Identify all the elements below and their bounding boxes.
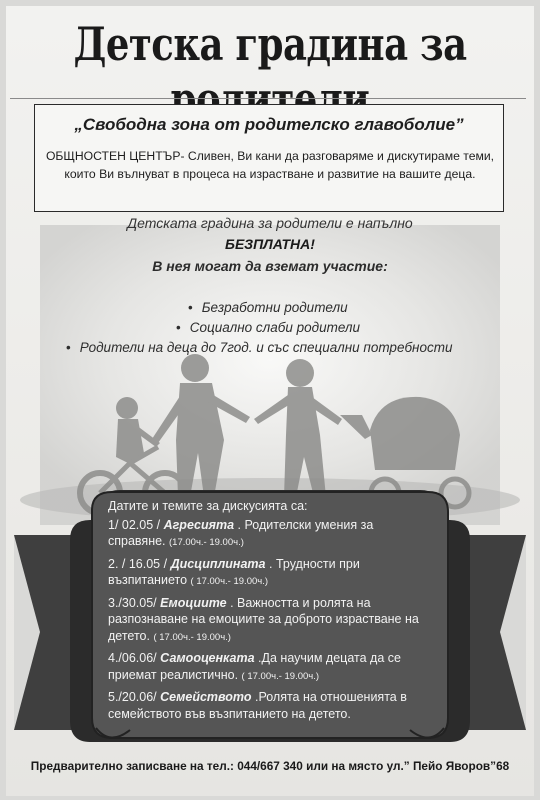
slogan: „Свободна зона от родителско главоболие” bbox=[74, 115, 464, 134]
session-description: .Ролята на отношенията в семейството във възпитанието на детето. bbox=[108, 690, 407, 721]
session-date: 4./06.06/ bbox=[108, 651, 157, 665]
schedule-heading: Датите и темите за дискусията са: bbox=[108, 499, 308, 513]
session-description: . Трудности при възпитанието bbox=[108, 556, 360, 587]
registration-footer: Предварително записване на тел.: 044/667 340 или на място ул.” Пейо Яворов”68 bbox=[30, 759, 510, 773]
session-topic: Агресията bbox=[163, 517, 235, 532]
mother-head bbox=[286, 359, 314, 387]
session-date: 5./20.06/ bbox=[108, 690, 157, 704]
schedule-item bbox=[108, 556, 428, 591]
participation-heading: В нея могат да вземат участие: bbox=[152, 258, 388, 274]
session-date: 3./30.05/ bbox=[108, 595, 157, 610]
session-time: ( 17.00ч.- 19.00ч.) bbox=[153, 631, 231, 643]
invitation-text: ОБЩНОСТЕН ЦЕНТЪР- Сливен, Ви кани да разговаряме и дискутираме теми, които Ви вълнуват в процеса на израстване и развитие на вашите деца. bbox=[45, 149, 495, 181]
schedule-item bbox=[108, 650, 428, 685]
session-time: ( 17.00ч.- 19.00ч.) bbox=[190, 576, 269, 587]
stroller-body bbox=[370, 397, 460, 470]
divider bbox=[10, 98, 526, 99]
list-item: • Родители на деца до 7год. и със специални потребности bbox=[66, 340, 453, 355]
session-time: (17.00ч.- 19.00ч.) bbox=[169, 537, 244, 548]
schedule-list bbox=[108, 498, 428, 726]
schedule-item bbox=[108, 689, 428, 722]
session-topic: Дисциплината bbox=[170, 556, 266, 571]
child-head bbox=[116, 397, 138, 419]
free-text-line: Детската градина за родители е напълно bbox=[127, 215, 413, 231]
session-topic: Емоциите bbox=[160, 595, 227, 610]
session-topic: Самооценката bbox=[160, 651, 255, 665]
session-description: . Важността и ролята на разпознаване на емоциите за доброто израстване на детето. bbox=[108, 595, 419, 643]
intro-box bbox=[34, 104, 504, 212]
father-head bbox=[181, 354, 209, 382]
session-date: 2. / 16.05 / bbox=[108, 556, 168, 571]
free-label: БЕЗПЛАТНА! bbox=[225, 236, 315, 252]
session-time: ( 17.00ч.- 19.00ч.) bbox=[241, 670, 320, 682]
session-topic: Семейството bbox=[160, 690, 252, 704]
list-item: • Безработни родители bbox=[188, 300, 348, 315]
schedule-item bbox=[108, 595, 428, 647]
schedule-item bbox=[108, 517, 428, 552]
session-date: 1/ 02.05 / bbox=[108, 517, 161, 532]
session-description: . Родителски умения за справяне. bbox=[108, 517, 374, 548]
flyer-title: Детска градина за bbox=[73, 16, 467, 71]
session-description: .Да научим децата да се приемат реалистично. bbox=[108, 651, 401, 682]
list-item: • Социално слаби родители bbox=[176, 320, 360, 335]
